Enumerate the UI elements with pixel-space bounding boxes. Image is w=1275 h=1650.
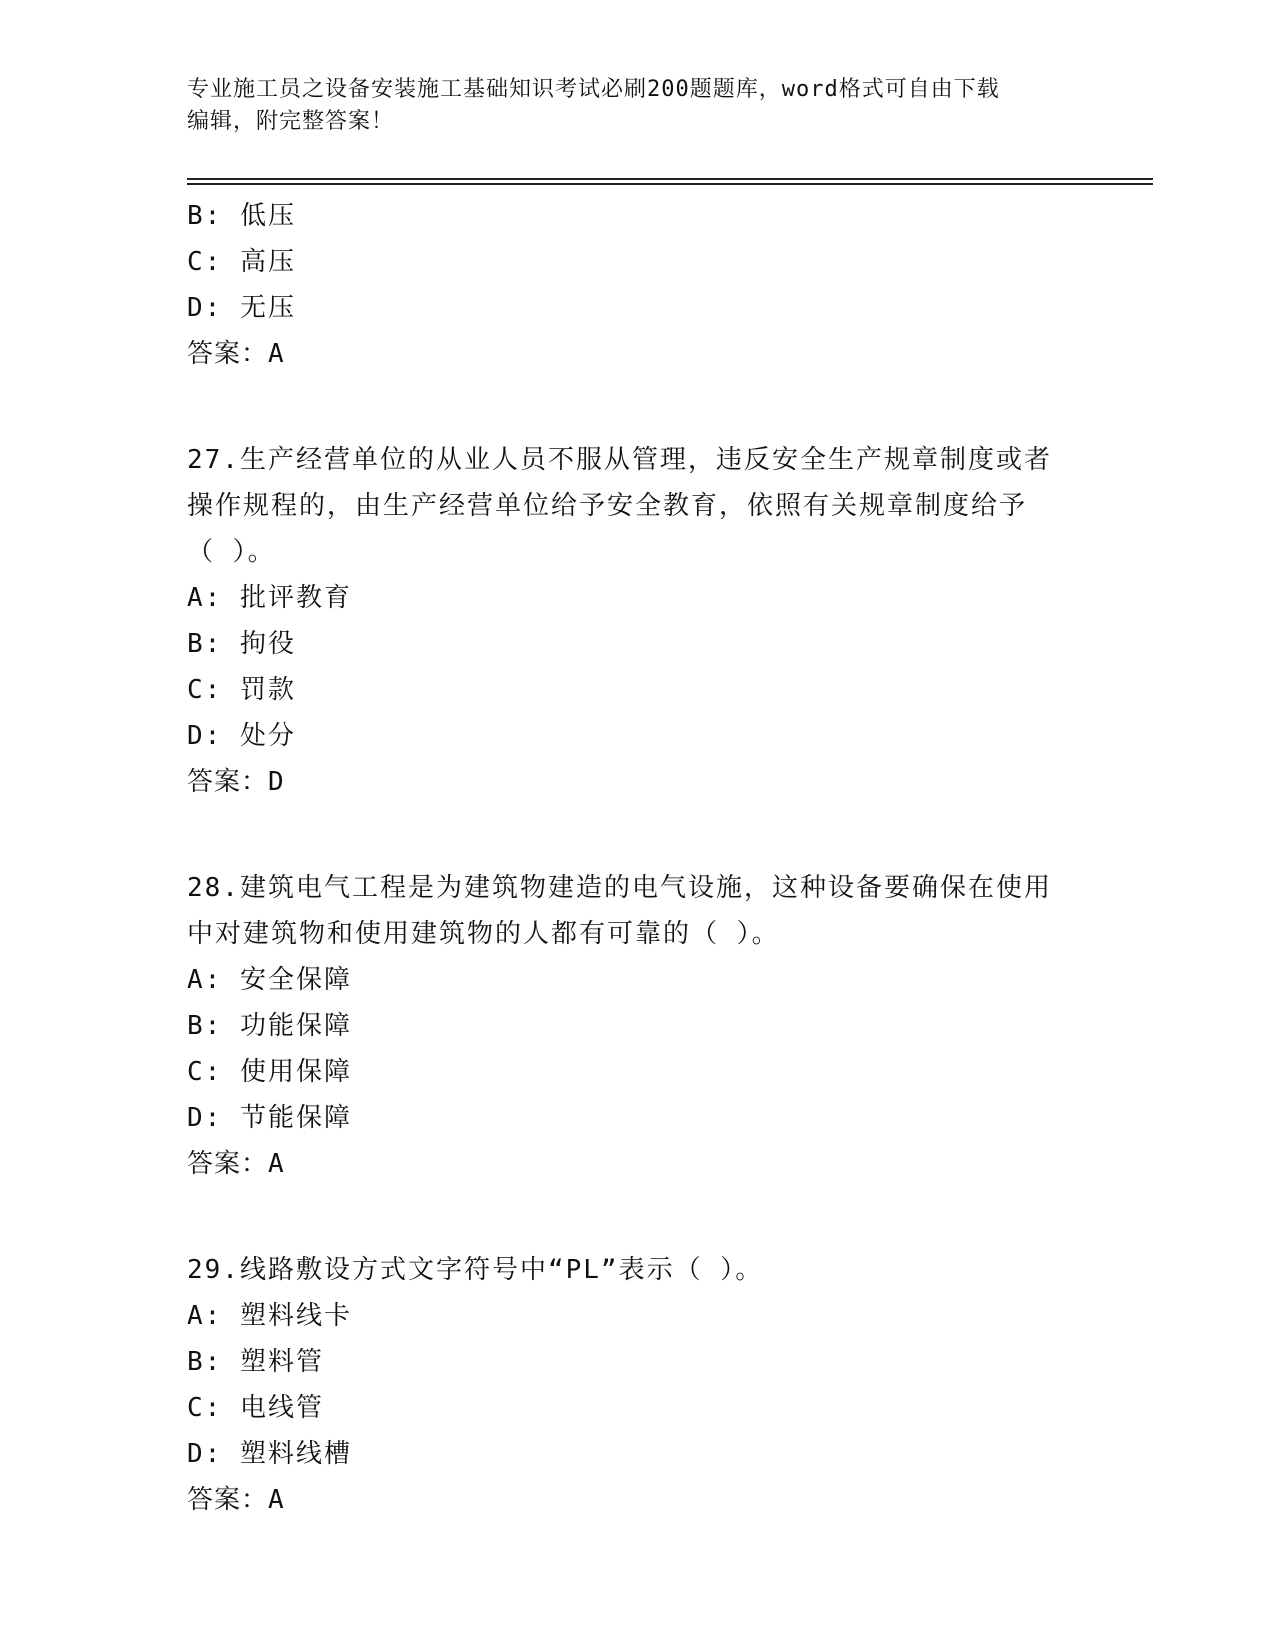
spacer [187,1187,1087,1247]
question-text-line: （ ）。 [187,537,276,567]
question-text-line: 27.生产经营单位的从业人员不服从管理，违反安全生产规章制度或者 [187,445,1052,475]
option-d: D: 无压 [187,293,296,323]
option-d: D: 塑料线槽 [187,1439,352,1469]
answer-line: 答案：A [187,1149,285,1179]
question-text-line: 28.建筑电气工程是为建筑物建造的电气设施，这种设备要确保在使用 [187,873,1052,903]
option-b: B: 低压 [187,201,296,231]
option-a: A: 塑料线卡 [187,1301,352,1331]
answer-line: 答案：A [187,1485,285,1515]
option-d: D: 节能保障 [187,1103,352,1133]
question-fragment [187,193,1087,377]
option-b: B: 拘役 [187,629,296,659]
question-text-line: 操作规程的，由生产经营单位给予安全教育，依照有关规章制度给予 [187,491,1028,521]
option-b: B: 塑料管 [187,1347,324,1377]
option-b: B: 功能保障 [187,1011,352,1041]
option-c: C: 高压 [187,247,296,277]
question-text-line: 中对建筑物和使用建筑物的人都有可靠的（ ）。 [187,919,780,949]
option-c: C: 使用保障 [187,1057,352,1087]
question-28 [187,865,1087,1187]
header-line-1: 专业施工员之设备安装施工基础知识考试必刷200题题库，word格式可自由下载 [187,77,1000,102]
document-header [187,74,1087,138]
spacer [187,805,1087,865]
header-line-2: 编辑，附完整答案！ [187,109,395,134]
option-c: C: 罚款 [187,675,296,705]
header-divider-bottom [187,183,1153,185]
question-27 [187,437,1087,805]
answer-line: 答案：D [187,767,285,797]
question-text-line: 29.线路敷设方式文字符号中“PL”表示（ ）。 [187,1255,764,1285]
option-d: D: 处分 [187,721,296,751]
question-29 [187,1247,1087,1523]
spacer [187,377,1087,437]
option-c: C: 电线管 [187,1393,324,1423]
option-a: A: 批评教育 [187,583,352,613]
header-divider-top [187,178,1153,180]
question-list [187,193,1087,1523]
answer-line: 答案：A [187,339,285,369]
option-a: A: 安全保障 [187,965,352,995]
